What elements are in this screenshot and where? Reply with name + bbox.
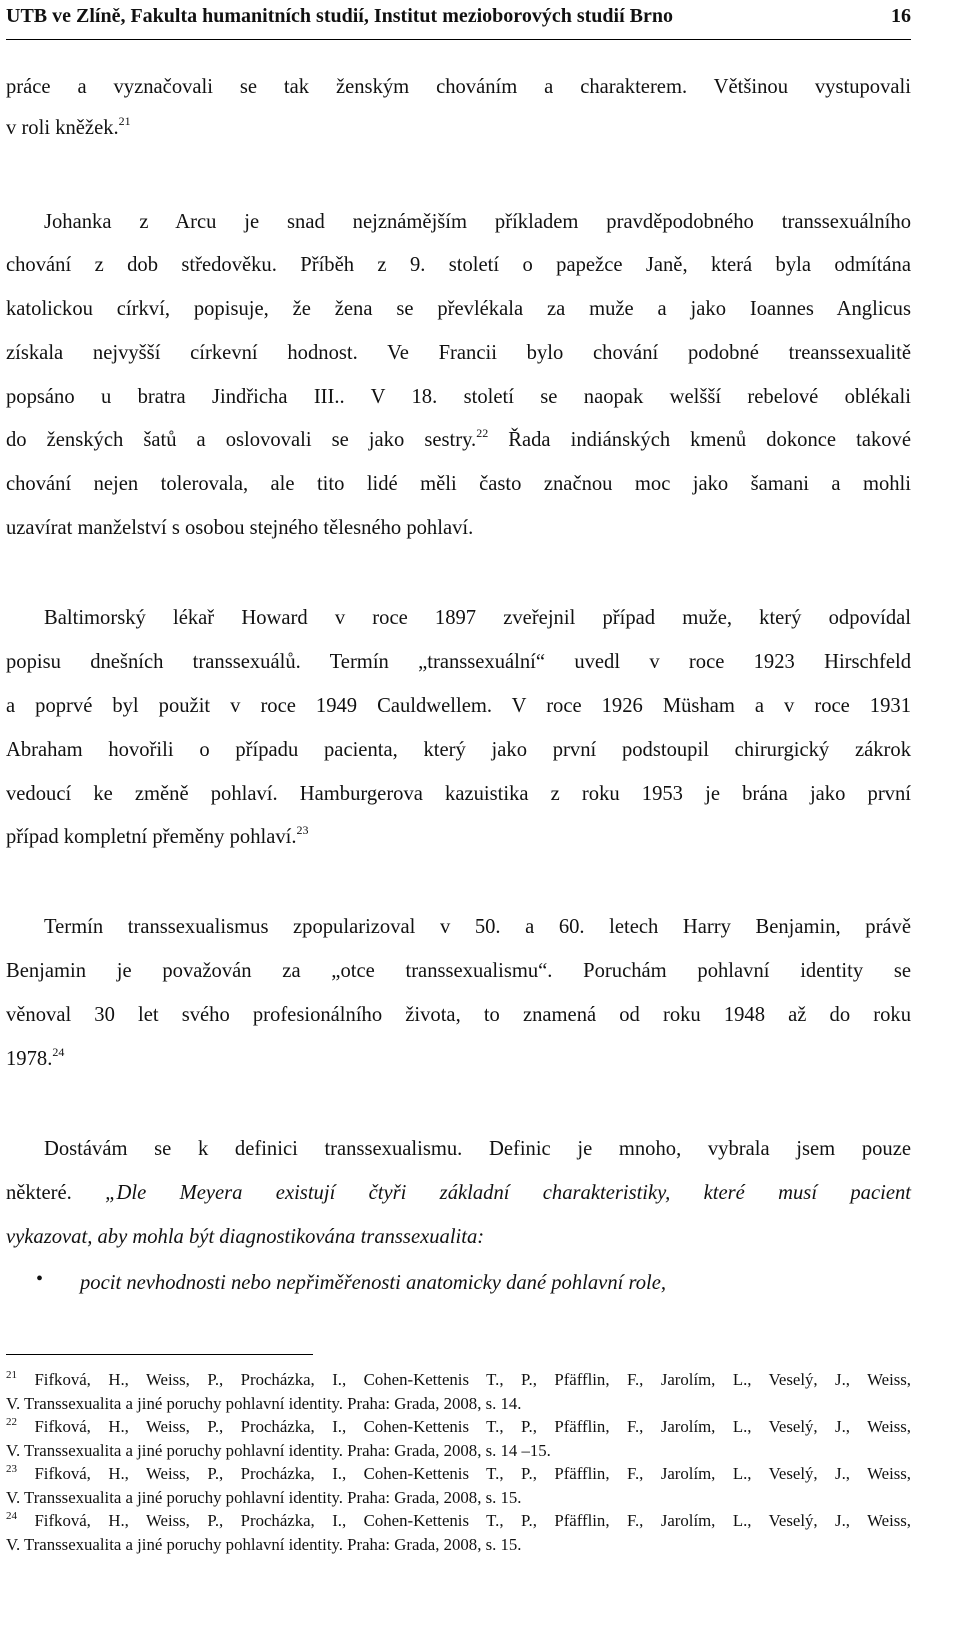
body-line — [6, 820, 911, 854]
footnote-ref: 22 — [476, 426, 489, 440]
body-line: popsáno u bratra Jindřicha III.. V 18. století se naopak welšší rebelové oblékali — [6, 386, 911, 408]
body-line — [6, 1176, 911, 1210]
footnote-number: 23 — [6, 1463, 17, 1475]
body-line: Abraham hovořili o případu pacienta, který jako první podstoupil chirurgický zákrok — [6, 739, 911, 761]
body-line — [6, 423, 911, 457]
body-line: popisu dnešních transsexuálů. Termín „transsexuální“ uvedl v roce 1923 Hirschfeld — [6, 651, 911, 673]
bullet-item: pocit nevhodnosti nebo nepřiměřenosti anatomicky dané pohlavní role, — [80, 1272, 667, 1294]
body-line: a poprvé byl použit v roce 1949 Cauldwellem. V roce 1926 Müsham a v roce 1931 — [6, 695, 911, 717]
footnote-line — [6, 1369, 911, 1391]
body-line: chování z dob středověku. Příběh z 9. století o papežce Janě, která byla odmítána — [6, 254, 911, 276]
body-text: 1978. — [6, 1048, 53, 1070]
footnote-line — [6, 1510, 911, 1532]
footnote-line: V. Transsexualita a jiné poruchy pohlavní identity. Praha: Grada, 2008, s. 15. — [6, 1535, 522, 1554]
body-line: Dostávám se k definici transsexualismu. Definic je mnoho, vybrala jsem pouze — [44, 1138, 911, 1160]
body-line: chování nejen tolerovala, ale tito lidé měli často značnou moc jako šamani a mohli — [6, 473, 911, 495]
footnote-ref: 23 — [296, 823, 309, 837]
body-line: Benjamin je považován za „otce transsexualismu“. Poruchám pohlavní identity se — [6, 960, 911, 982]
footnote-line: V. Transsexualita a jiné poruchy pohlavní identity. Praha: Grada, 2008, s. 14 –15. — [6, 1441, 551, 1460]
footnote-text: Fifková, H., Weiss, P., Procházka, I., Cohen-Kettenis T., P., Pfäfflin, F., Jarolím, L., Veselý, J., Weiss, — [34, 1370, 911, 1389]
body-line — [6, 1042, 911, 1076]
footnote-number: 24 — [6, 1510, 17, 1522]
footnote-text: Fifková, H., Weiss, P., Procházka, I., Cohen-Kettenis T., P., Pfäfflin, F., Jarolím, L., Veselý, J., Weiss, — [34, 1417, 911, 1436]
footnote-number: 21 — [6, 1369, 17, 1381]
body-line: Johanka z Arcu je snad nejznámějším příkladem pravděpodobného transsexuálního — [44, 211, 911, 233]
footnote-number: 22 — [6, 1416, 17, 1428]
body-text: případ kompletní přeměny pohlaví. — [6, 826, 297, 848]
body-line: Baltimorský lékař Howard v roce 1897 zveřejnil případ muže, který odpovídal — [44, 607, 911, 629]
footnote-line — [6, 1463, 911, 1485]
body-line: katolickou církví, popisuje, že žena se převlékala za muže a jako Ioannes Anglicus — [6, 298, 911, 320]
footnote-line — [6, 1416, 911, 1438]
footnote-text: Fifková, H., Weiss, P., Procházka, I., Cohen-Kettenis T., P., Pfäfflin, F., Jarolím, L., Veselý, J., Weiss, — [34, 1511, 911, 1530]
body-line: získala nejvyšší církevní hodnost. Ve Francii bylo chování podobné treanssexualitě — [6, 342, 911, 364]
footnote-ref: 21 — [118, 114, 131, 128]
body-text: do ženských šatů a oslovovali se jako sestry. — [6, 429, 477, 451]
footnote-line: V. Transsexualita a jiné poruchy pohlavní identity. Praha: Grada, 2008, s. 15. — [6, 1488, 522, 1507]
quote-text: „Dle Meyera existují čtyři základní charakteristiky, které musí pacient — [105, 1182, 911, 1204]
body-line: práce a vyznačovali se tak ženským chováním a charakterem. Většinou vystupovali — [6, 76, 911, 98]
bullet-symbol: • — [36, 1268, 44, 1290]
body-line: věnoval 30 let svého profesionálního života, to znamená od roku 1948 až do roku — [6, 1004, 911, 1026]
body-line: vedoucí ke změně pohlaví. Hamburgerova kazuistika z roku 1953 je brána jako první — [6, 783, 911, 805]
page-number: 16 — [891, 5, 911, 27]
body-line: Termín transsexualismus zpopularizoval v 50. a 60. letech Harry Benjamin, právě — [44, 916, 911, 938]
quote-line: vykazovat, aby mohla být diagnostikována transsexualita: — [6, 1226, 485, 1248]
footnote-separator — [6, 1354, 313, 1355]
body-line — [6, 111, 911, 145]
footnote-line: V. Transsexualita a jiné poruchy pohlavní identity. Praha: Grada, 2008, s. 14. — [6, 1394, 522, 1413]
footnote-text: Fifková, H., Weiss, P., Procházka, I., Cohen-Kettenis T., P., Pfäfflin, F., Jarolím, L., Veselý, J., Weiss, — [34, 1464, 911, 1483]
footnote-ref: 24 — [52, 1045, 65, 1059]
header-title: UTB ve Zlíně, Fakulta humanitních studií, Institut mezioborových studií Brno — [6, 5, 673, 27]
body-text: některé. — [6, 1182, 106, 1204]
body-text: v roli kněžek. — [6, 117, 119, 139]
page-header — [6, 0, 911, 40]
body-text: Řada indiánských kmenů dokonce takové — [488, 429, 911, 451]
body-line: uzavírat manželství s osobou stejného tělesného pohlaví. — [6, 517, 474, 539]
